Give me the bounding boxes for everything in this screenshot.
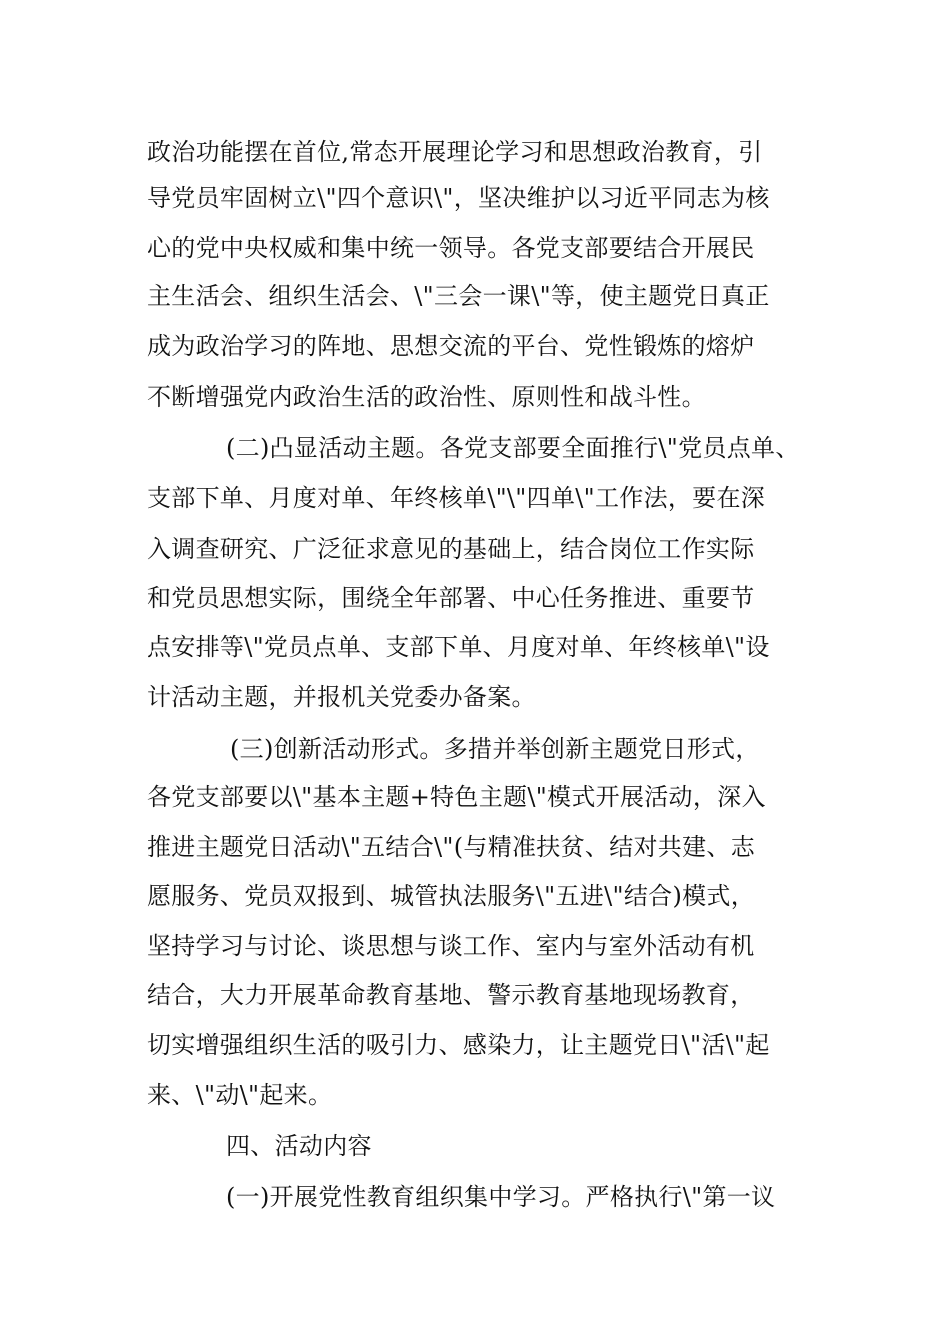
text-line: 支部下单、月度对单、年终核单\"\"四单\"工作法，要在深: [147, 484, 766, 512]
text-line: 不断增强党内政治生活的政治性、原则性和战斗性。: [147, 383, 706, 411]
text-line: 和党员思想实际，围绕全年部署、中心任务推进、重要节: [147, 584, 755, 612]
text-line: 来、\"动\"起来。: [147, 1081, 333, 1109]
text-line: 入调查研究、广泛征求意见的基础上，结合岗位工作实际: [147, 535, 755, 563]
section-heading: 四、活动内容: [226, 1132, 372, 1160]
text-line: 点安排等\"党员点单、支部下单、月度对单、年终核单\"设: [147, 633, 770, 661]
text-line: 结合，大力开展革命教育基地、警示教育基地现场教育，: [147, 981, 755, 1009]
text-line: 推进主题党日活动\"五结合\"(与精准扶贫、结对共建、志: [147, 833, 756, 861]
text-line: 主生活会、组织生活会、\"三会一课\"等，使主题党日真正: [147, 282, 770, 310]
text-line: 切实增强组织生活的吸引力、感染力，让主题党日\"活\"起: [147, 1031, 770, 1059]
text-line: 成为政治学习的阵地、思想交流的平台、党性锻炼的熔炉: [147, 332, 755, 360]
text-line: 导党员牢固树立\"四个意识\"，坚决维护以习近平同志为核: [147, 184, 770, 212]
paragraph-heading: (一)开展党性教育组织集中学习。严格执行\"第一议: [226, 1183, 776, 1211]
text-line: 政治功能摆在首位,常态开展理论学习和思想政治教育，引: [147, 138, 763, 166]
text-line: 坚持学习与讨论、谈思想与谈工作、室内与室外活动有机: [147, 932, 755, 960]
paragraph-heading: (二)凸显活动主题。各党支部要全面推行\"党员点单、: [226, 434, 800, 462]
paragraph-heading: (三)创新活动形式。多措并举创新主题党日形式，: [230, 735, 760, 763]
text-line: 计活动主题，并报机关党委办备案。: [147, 683, 536, 711]
text-line: 心的党中央权威和集中统一领导。各党支部要结合开展民: [147, 234, 755, 262]
text-line: 愿服务、党员双报到、城管执法服务\"五进\"结合)模式，: [147, 882, 756, 910]
text-line: 各党支部要以\"基本主题+特色主题\"模式开展活动，深入: [147, 783, 766, 811]
